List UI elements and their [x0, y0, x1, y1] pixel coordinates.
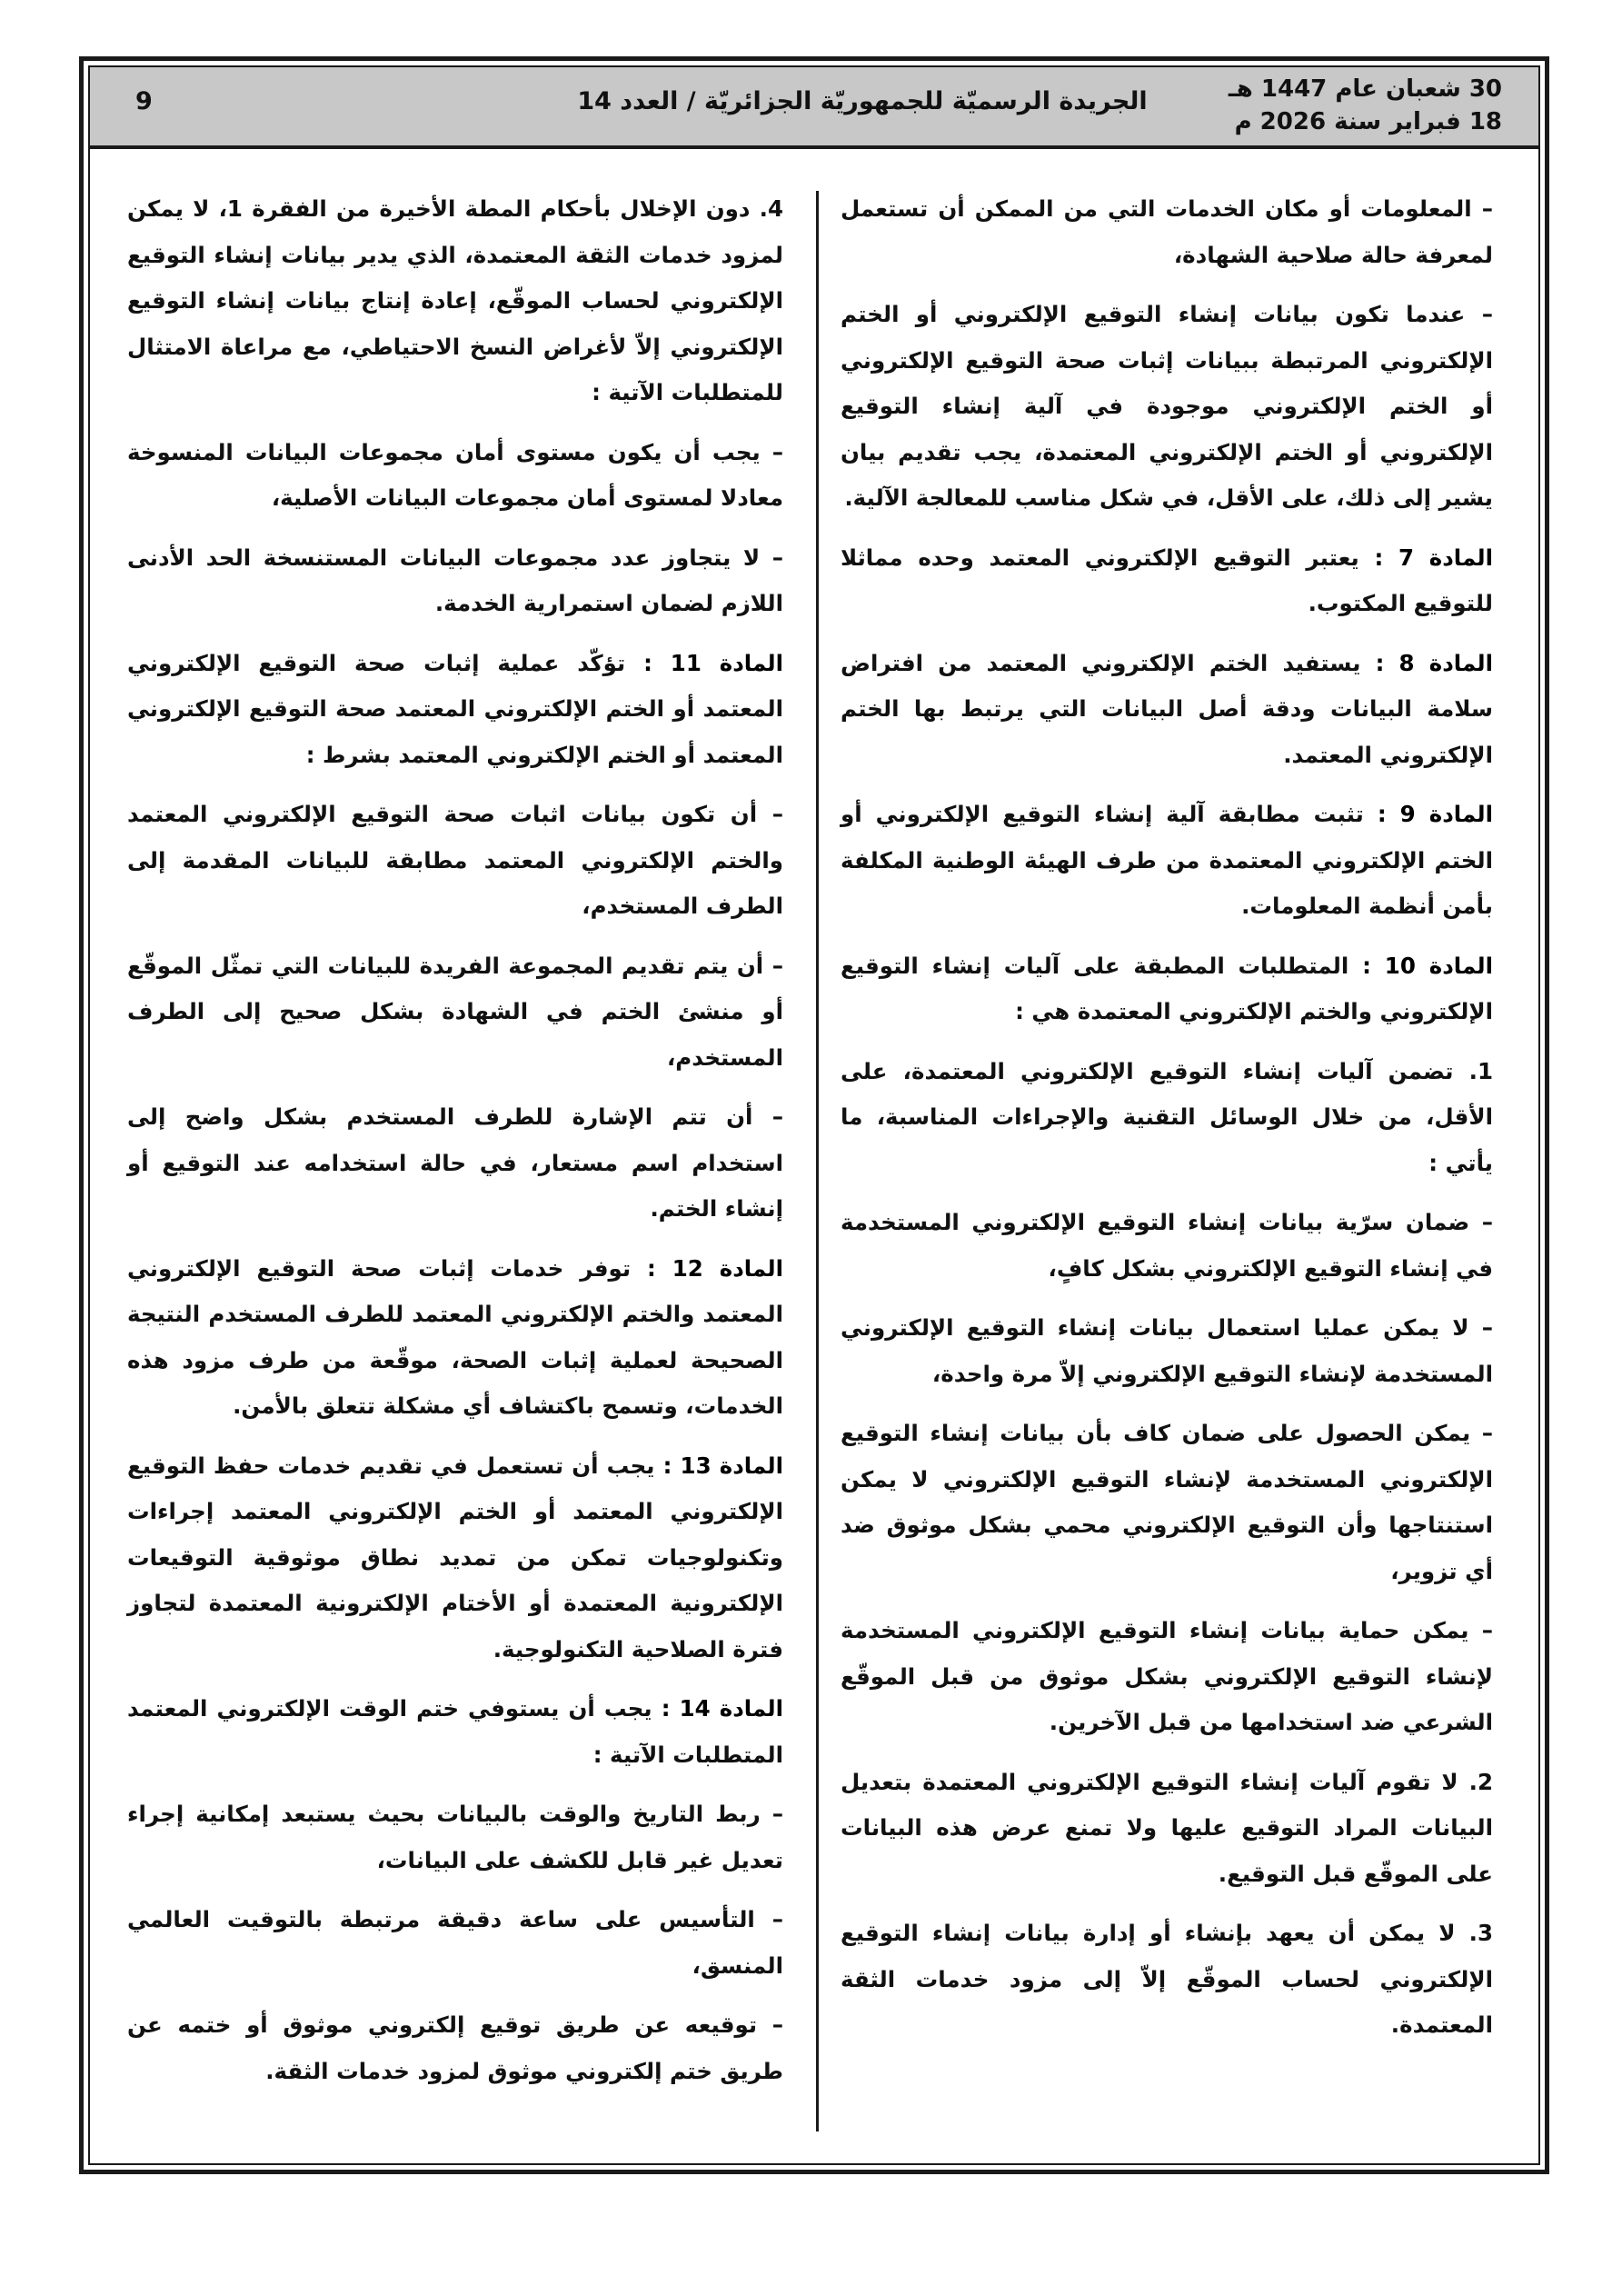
paragraph-text: المتطلبات المطبقة على آليات إنشاء التوقيع الإلكتروني والختم الإلكتروني المعتمدة هي :: [841, 952, 1493, 1024]
paragraph: [127, 792, 783, 930]
article-label: المادة 7 :: [1374, 544, 1494, 571]
paragraph: [841, 1608, 1493, 1746]
paragraph: [841, 1200, 1493, 1292]
journal-title: الجريدة الرسميّة للجمهوريّة الجزائريّة / العدد 14: [577, 87, 1148, 115]
paragraph-text: 4. دون الإخلال بأحكام المطة الأخيرة من الفقرة 1، لا يمكن لمزود خدمات الثقة المعتمدة، الذي يدير بيانات إنشاء التوقيع الإلكتروني لحساب الموقّع، إعادة إنتاج بيانات إنشاء التوقيع الإلكتروني إلاّ لأغراض النسخ الاحتياطي، مع مراعاة الامتثال للمتطلبات الآتية :: [127, 195, 783, 405]
paragraph: [127, 430, 783, 522]
paragraph: [127, 535, 783, 627]
paragraph-text: – توقيعه عن طريق توقيع إلكتروني موثوق أو ختمه عن طريق ختم إلكتروني موثوق لمزود خدمات الثقة.: [127, 2011, 783, 2084]
page-number: 9: [135, 87, 153, 115]
paragraph: [127, 186, 783, 416]
paragraph-text: يجب أن يستوفي ختم الوقت الإلكتروني المعتمد المتطلبات الآتية :: [127, 1695, 783, 1768]
paragraph-text: تثبت مطابقة آلية إنشاء التوقيع الإلكتروني أو الختم الإلكتروني المعتمدة من طرف الهيئة الوطنية المكلفة بأمن أنظمة المعلومات.: [841, 801, 1493, 919]
paragraph: [127, 943, 783, 1082]
article-label: المادة 9 :: [1377, 801, 1494, 827]
paragraph: [841, 1411, 1493, 1594]
paragraph-text: – يمكن حماية بيانات إنشاء التوقيع الإلكتروني المستخدمة لإنشاء التوقيع الإلكتروني بشكل موثوق من قبل الموقّع الشرعي ضد استخدامها من قبل الآخرين.: [841, 1617, 1493, 1735]
article-paragraph: [127, 641, 783, 779]
header-dates: [1229, 73, 1502, 138]
paragraph: [841, 1760, 1493, 1898]
paragraph-text: – المعلومات أو مكان الخدمات التي من الممكن أن تستعمل لمعرفة حالة صلاحية الشهادة،: [841, 195, 1493, 268]
hijri-date: 30 شعبان عام 1447 هـ: [1228, 75, 1502, 103]
paragraph-text: – أن يتم تقديم المجموعة الفريدة للبيانات التي تمثّل الموقّع أو منشئ الختم في الشهادة بشكل صحيح إلى الطرف المستخدم،: [127, 952, 783, 1071]
paragraph: [127, 1897, 783, 1989]
paragraph: [841, 186, 1493, 278]
article-paragraph: [127, 1686, 783, 1778]
paragraph: [841, 292, 1493, 522]
left-column: [127, 186, 783, 2108]
paragraph-text: – أن تكون بيانات اثبات صحة التوقيع الإلكتروني المعتمد والختم الإلكتروني المعتمد مطابقة للبيانات المقدمة إلى الطرف المستخدم،: [127, 801, 783, 919]
article-paragraph: [127, 1246, 783, 1430]
paragraph-text: 3. لا يمكن أن يعهد بإنشاء أو إدارة بيانات إنشاء التوقيع الإلكتروني لحساب الموقّع إلاّ إلى مزود خدمات الثقة المعتمدة.: [841, 1920, 1493, 2038]
paragraph-text: – عندما تكون بيانات إنشاء التوقيع الإلكتروني أو الختم الإلكتروني المرتبطة ببيانات إثبات صحة التوقيع الإلكتروني أو الختم الإلكتروني موجودة في آلية إنشاء التوقيع الإلكتروني أو الختم الإلكتروني المعتمدة، يجب تقديم بيان يشير إلى ذلك، على الأقل، في شكل مناسب للمعالجة الآلية.: [841, 301, 1493, 511]
paragraph: [127, 2002, 783, 2094]
article-paragraph: [841, 792, 1493, 930]
paragraph-text: – ضمان سرّية بيانات إنشاء التوقيع الإلكتروني المستخدمة في إنشاء التوقيع الإلكتروني بشكل كافٍ،: [841, 1209, 1493, 1282]
article-label: المادة 12 :: [647, 1254, 784, 1282]
paragraph-text: – التأسيس على ساعة دقيقة مرتبطة بالتوقيت العالمي المنسق،: [127, 1906, 783, 1979]
paragraph: [841, 1911, 1493, 2049]
right-column: [841, 186, 1493, 2062]
article-label: المادة 14 :: [661, 1695, 784, 1722]
article-paragraph: [127, 1443, 783, 1673]
article-paragraph: [841, 535, 1493, 627]
paragraph-text: – لا يمكن عمليا استعمال بيانات إنشاء التوقيع الإلكتروني المستخدمة لإنشاء التوقيع الإلكتروني إلاّ مرة واحدة،: [841, 1314, 1493, 1387]
article-label: المادة 13 :: [662, 1452, 784, 1479]
paragraph-text: توفر خدمات إثبات صحة التوقيع الإلكتروني المعتمد والختم الإلكتروني المعتمد للطرف المستخدم النتيجة الصحيحة لعملية إثبات الصحة، موقّعة من طرف مزود هذه الخدمات، وتسمح باكتشاف أي مشكلة تتعلق بالأمن.: [127, 1254, 783, 1419]
paragraph-text: يعتبر التوقيع الإلكتروني المعتمد وحده مماثلا للتوقيع المكتوب.: [841, 544, 1493, 616]
paragraph-text: يجب أن تستعمل في تقديم خدمات حفظ التوقيع الإلكتروني المعتمد أو الختم الإلكتروني المعتمد إجراءات وتكنولوجيات تمكن من تمديد نطاق موثوقية التوقيعات الإلكترونية المعتمدة أو الأختام الإلكترونية المعتمدة لتجاوز فترة الصلاحية التكنولوجية.: [127, 1452, 783, 1662]
paragraph: [841, 1305, 1493, 1397]
paragraph-text: 2. لا تقوم آليات إنشاء التوقيع الإلكتروني المعتمدة بتعديل البيانات المراد التوقيع عليها ولا تمنع عرض هذه البيانات على الموقّع قبل التوقيع.: [841, 1768, 1493, 1887]
paragraph: [127, 1792, 783, 1883]
article-paragraph: [841, 943, 1493, 1035]
article-label: المادة 8 :: [1375, 649, 1494, 676]
paragraph-text: – ربط التاريخ والوقت بالبيانات بحيث يستبعد إمكانية إجراء تعديل غير قابل للكشف على البيانات،: [127, 1801, 783, 1873]
paragraph: [841, 1049, 1493, 1187]
article-label: المادة 11 :: [643, 649, 784, 676]
paragraph-text: يستفيد الختم الإلكتروني المعتمد من افتراض سلامة البيانات ودقة أصل البيانات التي يرتبط بها الختم الإلكتروني المعتمد.: [841, 649, 1493, 768]
column-divider: [816, 191, 819, 2131]
paragraph-text: تؤكّد عملية إثبات صحة التوقيع الإلكتروني المعتمد أو الختم الإلكتروني المعتمد صحة التوقيع الإلكتروني المعتمد أو الختم الإلكتروني المعتمد بشرط :: [127, 649, 783, 768]
page-header: [90, 67, 1538, 149]
paragraph-text: – يمكن الحصول على ضمان كاف بأن بيانات إنشاء التوقيع الإلكتروني المستخدمة لإنشاء التوقيع الإلكتروني لا يمكن استنتاجها وأن التوقيع الإلكتروني محمي بشكل موثوق ضد أي تزوير،: [841, 1420, 1493, 1584]
paragraph-text: – لا يتجاوز عدد مجموعات البيانات المستنسخة الحد الأدنى اللازم لضمان استمرارية الخدمة.: [127, 544, 783, 616]
paragraph-text: – يجب أن يكون مستوى أمان مجموعات البيانات المنسوخة معادلا لمستوى أمان مجموعات البيانات الأصلية،: [127, 438, 783, 511]
article-paragraph: [841, 641, 1493, 779]
paragraph-text: – أن تتم الإشارة للطرف المستخدم بشكل واضح إلى استخدام اسم مستعار، في حالة استخدامه عند التوقيع أو إنشاء الختم.: [127, 1103, 783, 1222]
paragraph-text: 1. تضمن آليات إنشاء التوقيع الإلكتروني المعتمدة، على الأقل، من خلال الوسائل التقنية والإجراءات المناسبة، ما يأتي :: [841, 1057, 1493, 1176]
paragraph: [127, 1094, 783, 1233]
gregorian-date: 18 فبراير سنة 2026 م: [1234, 108, 1502, 135]
article-label: المادة 10 :: [1362, 952, 1494, 979]
